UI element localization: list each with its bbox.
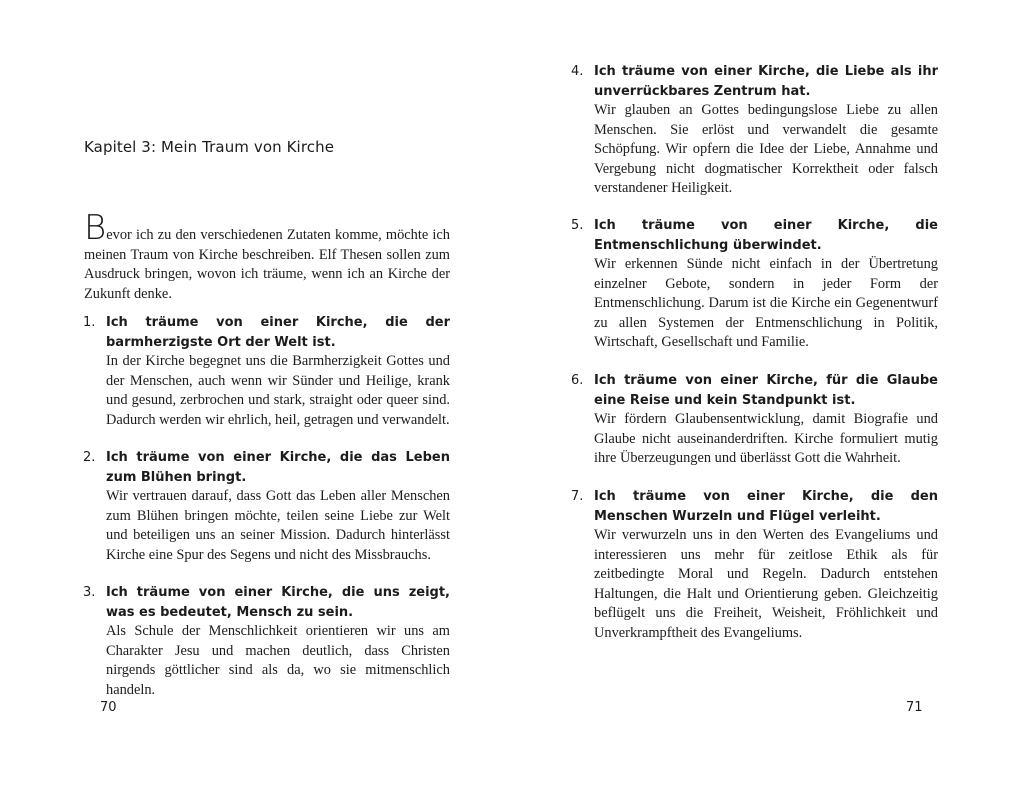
thesis-body: Als Schule der Menschlichkeit orientieren wir uns am Charakter Jesu und machen deutlich, dass Christen nirgends göttlicher sind als da, wo sie mitmenschlich handeln. bbox=[106, 623, 450, 698]
thesis-body: Wir glauben an Gottes bedingungslose Liebe zu allen Menschen. Sie erlöst und verwandelt die gesamte Schöpfung. Wir opfern die Idee der Liebe, Annahme und Vergebung nicht dogmatischer Korrektheit oder falsch verstandener Heiligkeit. bbox=[594, 102, 938, 196]
thesis-item-1 bbox=[83, 313, 450, 430]
thesis-heading: Ich träume von einer Kirche, für die Glaube eine Reise und kein Standpunkt ist. bbox=[594, 373, 938, 408]
thesis-heading: Ich träume von einer Kirche, die Entmenschlichung überwindet. bbox=[594, 218, 938, 253]
thesis-number: 7. bbox=[571, 489, 584, 504]
thesis-number: 5. bbox=[571, 218, 584, 233]
thesis-number: 1. bbox=[83, 315, 96, 330]
thesis-heading: Ich träume von einer Kirche, die das Leben zum Blühen bringt. bbox=[106, 450, 450, 485]
thesis-body: In der Kirche begegnet uns die Barmherzigkeit Gottes und der Menschen, auch wenn wir Sünder und Heilige, krank und gesund, zerbrochen und stark, straight oder queer sind. Dadurch werden wir ehrlich, heil, getragen und verwandelt. bbox=[106, 353, 450, 428]
thesis-number: 6. bbox=[571, 373, 584, 388]
drop-cap: B bbox=[84, 208, 107, 249]
thesis-body: Wir fördern Glaubensentwicklung, damit Biografie und Glaube nicht auseinanderdriften. Kirche formuliert mutig ihre Überzeugungen und überlässt Gott die Wahrheit. bbox=[594, 411, 938, 466]
intro-text: evor ich zu den verschiedenen Zutaten komme, möchte ich meinen Traum von Kirche beschreiben. Elf Thesen sollen zum Ausdruck bringen, wovon ich träume, wenn ich an Kirche der Zukunft denke. bbox=[84, 227, 450, 302]
thesis-item-7 bbox=[571, 487, 938, 643]
thesis-number: 3. bbox=[83, 585, 96, 600]
thesis-heading: Ich träume von einer Kirche, die der barmherzigste Ort der Welt ist. bbox=[106, 315, 450, 350]
page-number: 71 bbox=[906, 700, 923, 715]
intro-paragraph bbox=[84, 208, 450, 304]
thesis-item-2 bbox=[83, 448, 450, 565]
thesis-heading: Ich träume von einer Kirche, die uns zeigt, was es bedeutet, Mensch zu sein. bbox=[106, 585, 450, 620]
thesis-item-5 bbox=[571, 216, 938, 353]
thesis-item-4 bbox=[571, 62, 938, 199]
chapter-title: Kapitel 3: Mein Traum von Kirche bbox=[84, 138, 335, 156]
page-number: 70 bbox=[100, 700, 117, 715]
right-page bbox=[510, 0, 1020, 812]
thesis-heading: Ich träume von einer Kirche, die den Menschen Wurzeln und Flügel verleiht. bbox=[594, 489, 938, 524]
thesis-body: Wir erkennen Sünde nicht einfach in der Übertretung einzelner Gebote, sondern in jeder Form der Entmenschlichung. Darum ist die Kirche ein Gegenentwurf zu allen Systemen der Entmenschlichung in Politik, Wirtschaft, Gesellschaft und Familie. bbox=[594, 256, 938, 350]
thesis-item-6 bbox=[571, 371, 938, 469]
thesis-number: 4. bbox=[571, 64, 584, 79]
thesis-body: Wir vertrauen darauf, dass Gott das Leben aller Menschen zum Blühen bringen möchte, teilen seine Liebe zur Welt und beteiligen uns an seiner Mission. Dadurch hinterlässt Kirche eine Spur des Segens und nicht des Missbrauchs. bbox=[106, 488, 450, 563]
thesis-item-3 bbox=[83, 583, 450, 700]
thesis-body: Wir verwurzeln uns in den Werten des Evangeliums und interessieren uns mehr für zeitlose Ethik als für zeitbedingte Moral und Regeln. Dadurch entstehen Haltungen, die Halt und Orientierung geben. Gleichzeitig beflügelt uns die Freiheit, Weisheit, Fröhlichkeit und Unverkrampftheit des Evangeliums. bbox=[594, 527, 938, 641]
thesis-heading: Ich träume von einer Kirche, die Liebe als ihr unverrückbares Zentrum hat. bbox=[594, 64, 938, 99]
thesis-number: 2. bbox=[83, 450, 96, 465]
